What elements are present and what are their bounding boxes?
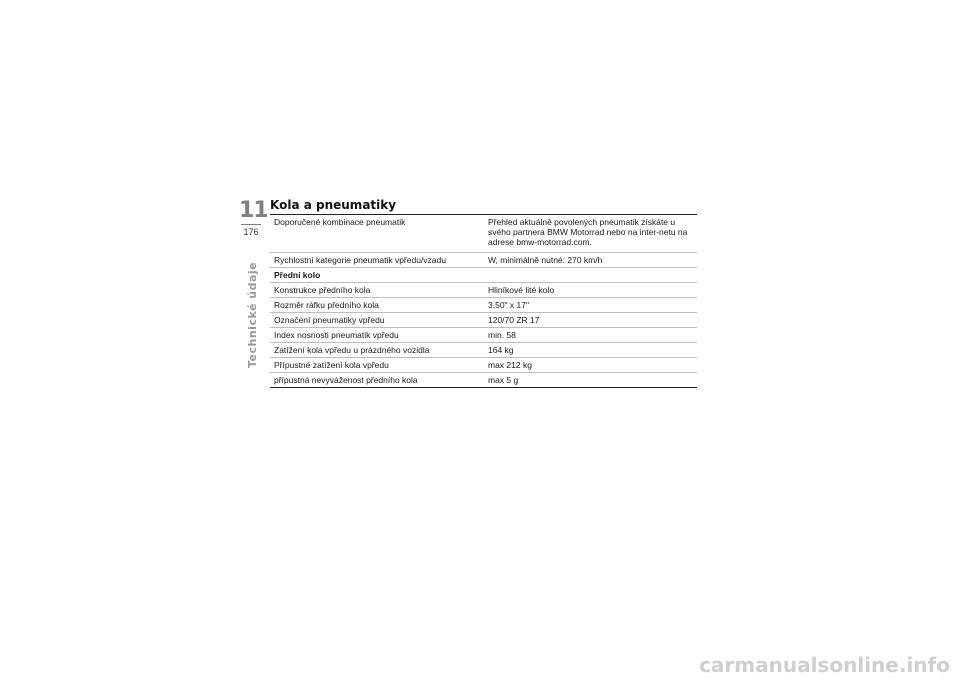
chapter-side-label: Technické údaje — [246, 261, 259, 368]
row-value: Hliníkové lité kolo — [488, 285, 555, 295]
watermark: carmanualsonline.info — [699, 653, 950, 677]
row-value: Přehled aktuálně povolených pneumatik získáte u svého partnera BMW Motorrad nebo na inter-netu na adrese bmw-motorrad.com. — [488, 217, 688, 247]
table-row — [270, 373, 697, 388]
section-title: Kola a pneumatiky — [270, 198, 397, 212]
row-value: max 212 kg — [488, 360, 532, 370]
row-label: přípustná nevyváženost předního kola — [274, 375, 418, 385]
row-label: Index nosnosti pneumatik vpředu — [274, 330, 399, 340]
row-label: Konstrukce předního kola — [274, 285, 371, 295]
spec-table — [270, 214, 697, 388]
table-row — [270, 343, 697, 358]
table-row — [270, 298, 697, 313]
page-number: 176 — [243, 227, 259, 237]
table-row — [270, 215, 697, 253]
table-row — [270, 283, 697, 298]
table-row — [270, 313, 697, 328]
table-row — [270, 253, 697, 268]
row-value: 3,50" x 17" — [488, 300, 530, 310]
row-label: Označení pneumatiky vpředu — [274, 315, 385, 325]
row-value: max 5 g — [488, 375, 519, 385]
table-row — [270, 358, 697, 373]
row-value: min. 58 — [488, 330, 516, 340]
row-value: 120/70 ZR 17 — [488, 315, 540, 325]
chapter-number: 11 — [239, 198, 268, 223]
row-value: 164 kg — [488, 345, 514, 355]
row-label: Rychlostní kategorie pneumatik vpředu/vzadu — [274, 255, 446, 265]
row-label: Zatížení kola vpředu u prázdného vozidla — [274, 345, 430, 355]
chapter-rule — [241, 224, 261, 225]
group-header-front-wheel: Přední kolo — [270, 268, 697, 283]
table-row — [270, 328, 697, 343]
row-label: Doporučené kombinace pneumatik — [274, 217, 406, 227]
row-value: W, minimálně nutné: 270 km/h — [488, 255, 603, 265]
row-label: Rozměr ráfku předního kola — [274, 300, 379, 310]
row-label: Přípustné zatížení kola vpředu — [274, 360, 389, 370]
